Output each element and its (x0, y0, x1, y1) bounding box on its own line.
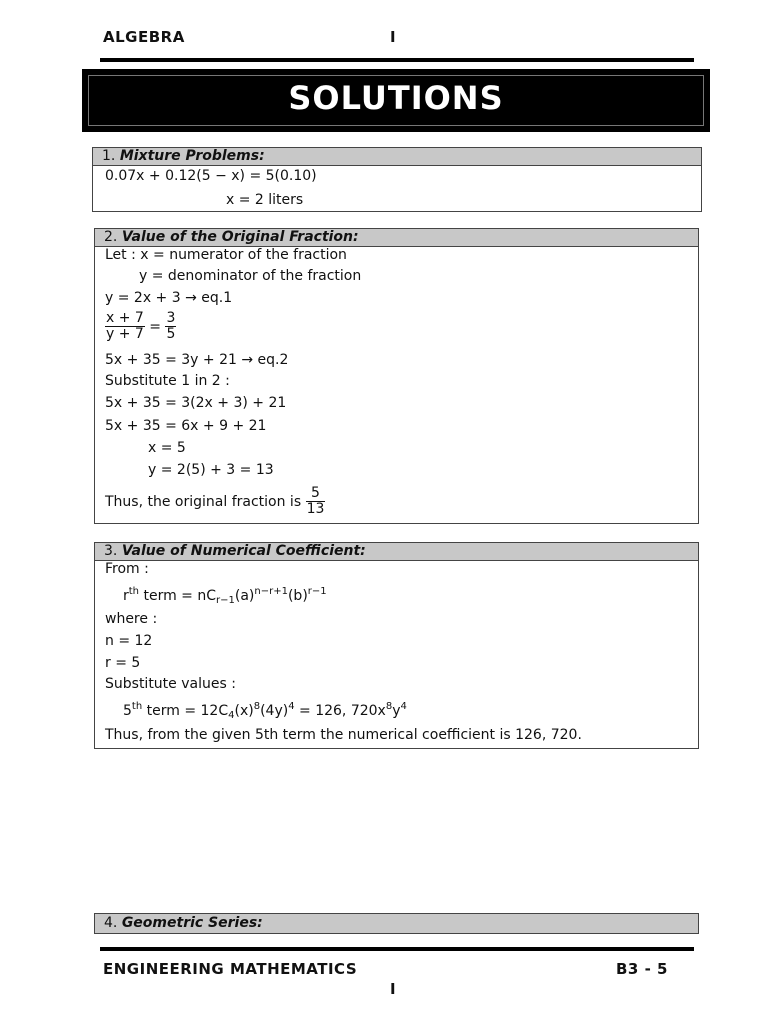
formula-part: (a) (234, 588, 255, 604)
formula-superscript: th (131, 701, 143, 712)
equation-line: 5x + 35 = 6x + 9 + 21 (105, 418, 267, 434)
equation-line: y = 2x + 3 → eq.1 (105, 290, 233, 306)
formula-superscript: n−r+1 (254, 586, 288, 597)
equation-line: 0.07x + 0.12(5 − x) = 5(0.10) (105, 168, 317, 184)
fraction-numerator: x + 7 (106, 310, 144, 326)
fraction (306, 486, 326, 518)
formula-line (123, 586, 327, 606)
formula-superscript: 8 (253, 701, 261, 712)
section-number: 4. (104, 915, 118, 931)
formula-part: term = 12C (142, 703, 229, 719)
section-mixture-problems (92, 147, 702, 212)
formula-superscript: r−1 (307, 586, 327, 597)
header-rule (100, 58, 694, 62)
section-title: Value of Numerical Coefficient: (121, 543, 366, 559)
solutions-banner (82, 69, 710, 132)
section-title: Mixture Problems: (119, 148, 265, 164)
formula-subscript: 4 (228, 710, 235, 721)
section-number: 1. (102, 148, 116, 164)
formula-superscript: 4 (400, 701, 407, 712)
fraction-denominator: 13 (306, 501, 325, 518)
where-line: where : (105, 611, 158, 627)
footer-rule (100, 947, 694, 951)
section-heading (95, 543, 698, 561)
fraction (165, 311, 176, 343)
formula-superscript: th (128, 586, 140, 597)
formula-part: term = nC (139, 588, 217, 604)
formula-superscript: 8 (385, 701, 393, 712)
formula-part: = 126, 720x (294, 703, 386, 719)
fraction-denominator: y + 7 (106, 326, 144, 343)
formula-part: (b) (287, 588, 308, 604)
value-line: r = 5 (105, 655, 141, 671)
equals-sign: = (149, 318, 162, 335)
section-number: 3. (104, 543, 118, 559)
footer-title: ENGINEERING MATHEMATICS (103, 960, 358, 978)
footer-volume: I (390, 980, 396, 998)
section-original-fraction (94, 228, 699, 524)
section-heading (95, 914, 698, 933)
formula-part: (x) (234, 703, 254, 719)
fraction-equation (105, 311, 176, 343)
let-line: Let : x = numerator of the fraction (105, 247, 347, 263)
header-volume: I (390, 28, 396, 46)
conclusion-line (105, 486, 325, 518)
fraction (105, 311, 145, 343)
section-numerical-coefficient (94, 542, 699, 749)
conclusion-text: Thus, the original fraction is (105, 493, 302, 510)
result-line: x = 2 liters (226, 192, 304, 208)
formula-part: (4y) (260, 703, 289, 719)
conclusion-line: Thus, from the given 5th term the numerical coefficient is 126, 720. (105, 727, 582, 743)
header-subject: ALGEBRA (103, 28, 185, 46)
intro-line: From : (105, 561, 149, 577)
fraction-numerator: 5 (306, 486, 326, 502)
section-title: Value of the Original Fraction: (121, 229, 359, 245)
equation-line: y = 2(5) + 3 = 13 (148, 462, 274, 478)
equation-line: x = 5 (148, 440, 186, 456)
section-geometric-series (94, 913, 699, 934)
formula-part: 5 (123, 703, 132, 719)
section-heading (95, 229, 698, 247)
value-line: n = 12 (105, 633, 153, 649)
formula-part: r (123, 588, 129, 604)
section-title: Geometric Series: (121, 915, 263, 931)
footer-page-number: B3 - 5 (616, 960, 668, 978)
section-heading (93, 148, 701, 166)
formula-part: y (392, 703, 401, 719)
equation-line: 5x + 35 = 3(2x + 3) + 21 (105, 395, 287, 411)
fraction-numerator: 3 (166, 310, 176, 326)
section-number: 2. (104, 229, 118, 245)
instruction-line: Substitute values : (105, 676, 236, 692)
instruction-line: Substitute 1 in 2 : (105, 373, 230, 389)
fraction-denominator: 5 (166, 326, 176, 343)
let-line: y = denominator of the fraction (139, 268, 362, 284)
equation-line: 5x + 35 = 3y + 21 → eq.2 (105, 352, 289, 368)
formula-subscript: r−1 (216, 595, 235, 606)
formula-superscript: 4 (288, 701, 295, 712)
banner-title: SOLUTIONS (288, 79, 504, 117)
substituted-formula-line (123, 701, 407, 721)
